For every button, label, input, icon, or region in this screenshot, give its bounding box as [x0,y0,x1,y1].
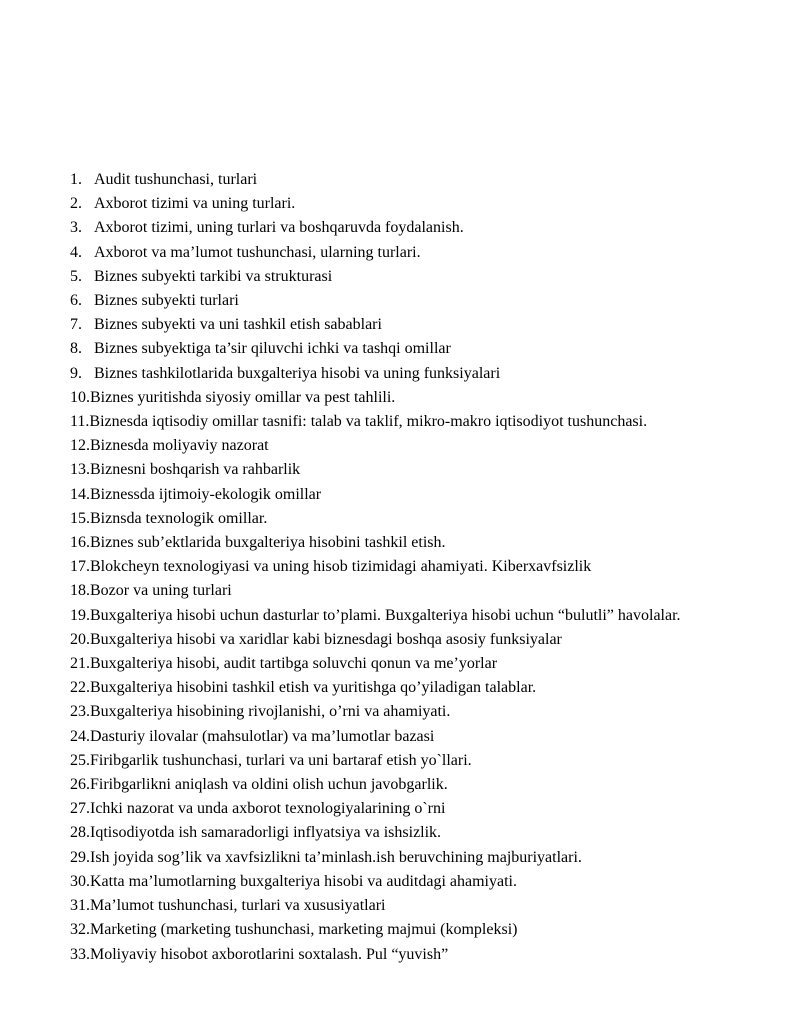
item-number: 10. [70,388,90,406]
item-text: Biznes subyekti tarkibi va strukturasi [94,267,333,285]
item-number: 7. [70,316,82,334]
list-item [70,362,770,386]
list-item [70,943,770,967]
item-text: Audit tushunchasi, turlari [94,171,258,188]
item-number: 33. [70,945,90,963]
list-item [70,700,770,724]
item-text: Buxgalteriya hisobi, audit tartibga soluvchi qonun va me’yorlar [90,655,498,673]
item-number: 29. [70,848,90,866]
item-number: 16. [70,534,90,552]
item-number: 26. [70,776,90,794]
item-number: 32. [70,921,90,939]
list-item [70,410,770,434]
item-text: Moliyaviy hisobot axborotlarini soxtalash. Pul “yuvish” [90,945,449,963]
item-text: Biznesni boshqarish va rahbarlik [90,461,301,479]
item-number: 28. [70,824,90,842]
item-number: 20. [70,630,90,648]
list-item [70,749,770,773]
item-text: Biznes subyekti va uni tashkil etish sabablari [94,316,382,334]
list-item [70,483,770,507]
item-number: 31. [70,897,90,915]
list-item [70,168,770,192]
item-text: Firibgarlikni aniqlash va oldini olish uchun javobgarlik. [90,776,448,794]
item-text: Dasturiy ilovalar (mahsulotlar) va ma’lumotlar bazasi [90,727,435,745]
item-text: Iqtisodiyotda ish samaradorligi inflyatsiya va ishsizlik. [90,824,442,842]
list-item [70,773,770,797]
item-number: 5. [70,267,82,285]
item-number: 11. [70,413,90,431]
topic-list [70,168,770,967]
item-number: 12. [70,437,90,455]
item-number: 15. [70,509,90,527]
list-item [70,337,770,361]
item-text: Buxgalteriya hisobining rivojlanishi, o’rni va ahamiyati. [90,703,451,721]
list-item [70,434,770,458]
list-item [70,821,770,845]
item-number: 19. [70,606,90,624]
item-number: 1. [70,171,82,188]
item-text: Biznesda moliyaviy nazorat [90,437,269,455]
list-item [70,894,770,918]
item-text: Ma’lumot tushunchasi, turlari va xususiyatlari [90,897,386,915]
item-text: Biznes yuritishda siyosiy omillar va pest tahlili. [90,388,396,406]
item-number: 23. [70,703,90,721]
list-item [70,628,770,652]
item-number: 4. [70,243,82,261]
list-item [70,241,770,265]
item-number: 9. [70,364,82,382]
list-item [70,458,770,482]
list-item [70,797,770,821]
item-text: Bozor va uning turlari [90,582,232,600]
item-text: Marketing (marketing tushunchasi, marketing majmui (kompleksi) [90,921,518,939]
item-text: Firibgarlik tushunchasi, turlari va uni bartaraf etish yo`llari. [90,751,472,769]
item-number: 8. [70,340,82,358]
item-number: 13. [70,461,90,479]
list-item [70,846,770,870]
item-number: 2. [70,195,82,213]
list-item [70,676,770,700]
item-text: Buxgalteriya hisobini tashkil etish va yuritishga qo’yiladigan talablar. [90,679,537,697]
item-text: Ish joyida sog’lik va xavfsizlikni ta’minlash.ish beruvchining majburiyatlari. [90,848,582,866]
list-item [70,265,770,289]
item-number: 25. [70,751,90,769]
list-item [70,192,770,216]
item-text: Axborot va ma’lumot tushunchasi, ularning turlari. [94,243,421,261]
item-number: 17. [70,558,90,576]
list-item [70,918,770,942]
item-number: 30. [70,872,90,890]
list-item [70,216,770,240]
item-text: Biznesda iqtisodiy omillar tasnifi: talab va taklif, mikro-makro iqtisodiyot tushunchasi. [89,413,648,431]
list-item [70,531,770,555]
item-number: 21. [70,655,90,673]
item-number: 18. [70,582,90,600]
item-number: 24. [70,727,90,745]
item-text: Buxgalteriya hisobi va xaridlar kabi biznesdagi boshqa asosiy funksiyalar [90,630,562,648]
item-text: Biznes subyektiga ta’sir qiluvchi ichki va tashqi omillar [94,340,451,358]
list-item [70,555,770,579]
item-text: Buxgalteriya hisobi uchun dasturlar to’plami. Buxgalteriya hisobi uchun “bulutli” havolalar. [90,606,681,624]
item-number: 22. [70,679,90,697]
item-text: Ichki nazorat va unda axborot texnologiyalarining o`rni [90,800,446,818]
list-item [70,725,770,749]
item-text: Biznes sub’ektlarida buxgalteriya hisobini tashkil etish. [90,534,446,552]
item-number: 6. [70,292,82,310]
item-text: Axborot tizimi, uning turlari va boshqaruvda foydalanish. [94,219,464,237]
list-item [70,313,770,337]
list-item [70,604,770,628]
item-text: Katta ma’lumotlarning buxgalteriya hisobi va auditdagi ahamiyati. [90,872,517,890]
item-text: Biznes tashkilotlarida buxgalteriya hisobi va uning funksiyalari [94,364,501,382]
item-text: Blokcheyn texnologiyasi va uning hisob tizimidagi ahamiyati. Kiberxavfsizlik [90,558,592,576]
item-text: Biznes subyekti turlari [94,292,239,310]
list-item [70,507,770,531]
list-item [70,386,770,410]
item-text: Biznessda ijtimoiy-ekologik omillar [90,485,322,503]
list-item [70,289,770,313]
item-number: 3. [70,219,82,237]
item-text: Biznsda texnologik omillar. [90,509,268,527]
item-text: Axborot tizimi va uning turlari. [94,195,296,213]
list-item [70,870,770,894]
list-item [70,652,770,676]
item-number: 14. [70,485,90,503]
list-item [70,579,770,603]
item-number: 27. [70,800,90,818]
